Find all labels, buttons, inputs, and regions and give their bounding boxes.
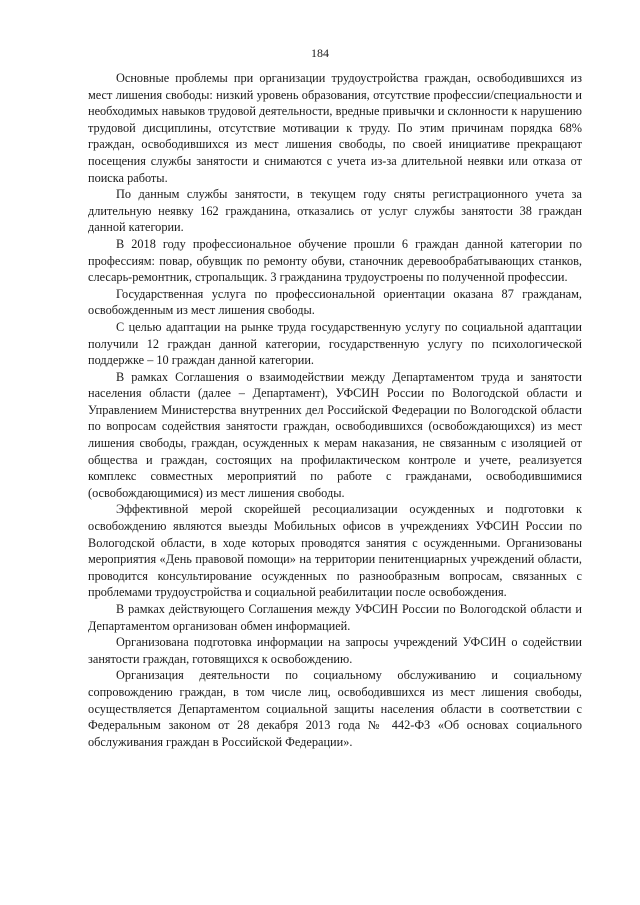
paragraph: По данным службы занятости, в текущем году сняты регистрационного учета за длительную неявку 162 гражданина, отказались от услуг службы занятости 38 граждан данной категории. (88, 187, 582, 235)
paragraph: С целью адаптации на рынке труда государственную услугу по социальной адаптации получили 12 граждан данной категории, государственную услугу по психологической поддержке – 10 граждан данной категории. (88, 319, 582, 368)
paragraph: Основные проблемы при организации трудоустройства граждан, освободившихся из мест лишения свободы: низкий уровень образования, отсутствие профессии/специальности и необходимых навыков трудовой деятельности, вредные привычки и склонности к нарушению трудовой дисциплины, отсутствие мотивации к труду. По этим причинам порядка 68% граждан, освободившихся из мест лишения свободы, по своей инициативе прекращают посещения службы занятости и снимаются с учета из-за длительной неявки или отказа от поиска работы. (88, 71, 582, 185)
paragraph: Государственная услуга по профессиональной ориентации оказана 87 гражданам, освобожденным из мест лишения свободы. (88, 286, 582, 318)
paragraph: Организована подготовка информации на запросы учреждений УФСИН о содействии занятости граждан, готовящихся к освобождению. (88, 635, 582, 666)
page-number: 184 (311, 46, 329, 60)
paragraph: В 2018 году профессиональное обучение прошли 6 граждан данной категории по профессиям: повар, обувщик по ремонту обуви, станочник деревообрабатывающих станков, слесарь-ремонтник, стропальщик. 3 гражданина трудоустроены по полученной профессии. (88, 236, 582, 285)
paragraph: Эффективной мерой скорейшей ресоциализации осужденных и подготовки к освобождению являются выезды Мобильных офисов в учреждениях УФСИН России по Вологодской области, в ходе которых проводятся занятия с осужденными. Организованы мероприятия «День правовой помощи» на территории пенитенциарных учреждений области, проводится консультирование осужденных по разнообразным вопросам, связанных с проблемами трудоустройства и социальной реабилитации после освобождения. (88, 502, 582, 600)
paragraph: Организация деятельности по социальному обслуживанию и социальному сопровождению граждан, в том числе лиц, освободившихся из мест лишения свободы, осуществляется Департаментом социальной защиты населения области в соответствии с Федеральным законом от 28 декабря 2013 года № 442-ФЗ «Об основах социального обслуживания граждан в Российской Федерации». (88, 668, 582, 749)
paragraph: В рамках Соглашения о взаимодействии между Департаментом труда и занятости населения области (далее – Департамент), УФСИН России по Вологодской области и Управлением Министерства внутренних дел Российской Федерации по Вологодской области по вопросам содействия занятости граждан, освободившихся (освобождающихся) из мест лишения свободы, граждан, осужденных к мерам наказания, не связанным с изоляцией от общества и граждан, состоящих на профилактическом контроле и учете, реализуется комплекс совместных мероприятий по работе с гражданами, освободившимися (освобождающимися) из мест лишения свободы. (88, 369, 582, 500)
document-body (88, 70, 582, 750)
paragraph: В рамках действующего Соглашения между УФСИН России по Вологодской области и Департаментом организован обмен информацией. (88, 602, 582, 633)
